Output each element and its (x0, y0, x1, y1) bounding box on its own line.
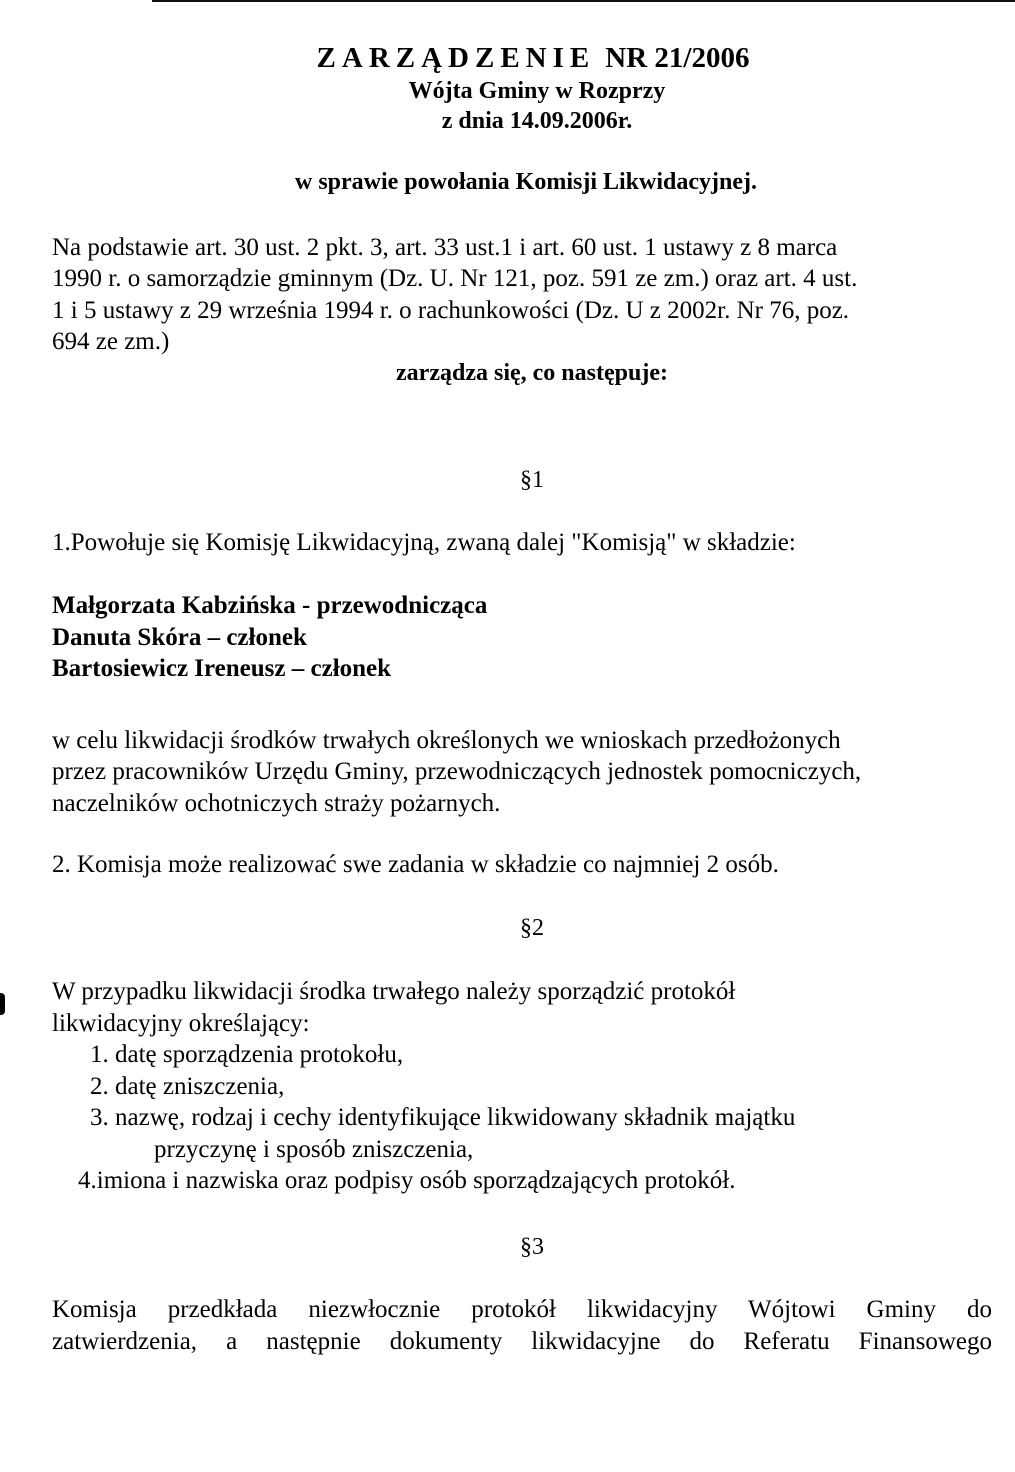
list-item-continuation: przyczynę i sposób zniszczenia, (154, 1135, 474, 1163)
member: Danuta Skóra – członek (52, 623, 307, 651)
document-page (52, 40, 992, 1357)
date-line: z dnia 14.09.2006r. (441, 108, 633, 134)
subject-line: w sprawie powołania Komisji Likwidacyjnej. (294, 169, 758, 195)
purpose-line: naczelników ochotniczych straży pożarnych. (52, 789, 501, 817)
list-item (52, 1102, 992, 1165)
member-chair: Małgorzata Kabzińska - przewodnicząca (52, 592, 488, 619)
section-3-mark: §3 (520, 1233, 544, 1260)
protocol-items-list (52, 1039, 992, 1197)
section-3-line: zatwierdzenia, a następnie dokumenty likwidacyjne do Referatu Finansowego (52, 1327, 992, 1355)
list-item: 2. datę zniszczenia, (90, 1072, 285, 1100)
document-title (74, 40, 992, 76)
section-2-intro-line: W przypadku likwidacji środka trwałego należy sporządzić protokół (52, 978, 736, 1005)
section-3-line: Komisja przedkłada niezwłocznie protokół likwidacyjny Wójtowi Gminy do (52, 1296, 992, 1323)
member: Bartosiewicz Ireneusz – członek (52, 655, 392, 682)
scan-margin-mark (0, 993, 5, 1015)
purpose-paragraph (52, 725, 992, 820)
section-3-paragraph (52, 1294, 992, 1357)
list-item-text: 3. nazwę, rodzaj i cechy identyfikujące likwidowany składnik majątku (90, 1104, 796, 1131)
section-1-point-2: 2. Komisja może realizować swe zadania w składzie co najmniej 2 osób. (52, 851, 779, 878)
legal-basis-line: 694 ze zm.) (52, 328, 170, 355)
title-number: NR 21/2006 (605, 42, 750, 74)
purpose-line: w celu likwidacji środków trwałych określonych we wnioskach przedłożonych (52, 726, 841, 754)
section-1-mark: §1 (520, 467, 544, 493)
legal-basis-line: 1 i 5 ustawy z 29 września 1994 r. o rachunkowości (Dz. U z 2002r. Nr 76, poz. (52, 296, 850, 324)
legal-basis-line: 1990 r. o samorządzie gminnym (Dz. U. Nr 121, poz. 591 ze zm.) oraz art. 4 ust. (52, 265, 858, 292)
section-2-intro-line: likwidacyjny określający: (52, 1009, 310, 1037)
purpose-line: przez pracowników Urzędu Gminy, przewodniczących jednostek pomocniczych, (52, 758, 862, 785)
section-2-intro (52, 976, 992, 1039)
list-item: 1. datę sporządzenia protokołu, (90, 1041, 404, 1068)
orders-heading: zarządza się, co następuje: (396, 359, 668, 386)
scan-top-border (152, 0, 1015, 2)
commission-members (52, 590, 992, 685)
section-2-mark: §2 (520, 914, 544, 941)
legal-basis-paragraph (52, 232, 992, 358)
issuer-line: Wójta Gminy w Rozprzy (408, 78, 666, 104)
list-item: 4.imiona i nazwiska oraz podpisy osób sporządzających protokół. (78, 1167, 736, 1194)
legal-basis-line: Na podstawie art. 30 ust. 2 pkt. 3, art. 33 ust.1 i art. 60 ust. 1 ustawy z 8 marca (52, 233, 838, 261)
section-1-intro: 1.Powołuje się Komisję Likwidacyjną, zwaną dalej "Komisją" w składzie: (52, 528, 796, 556)
title-word: ZARZĄDZENIE (316, 42, 596, 74)
